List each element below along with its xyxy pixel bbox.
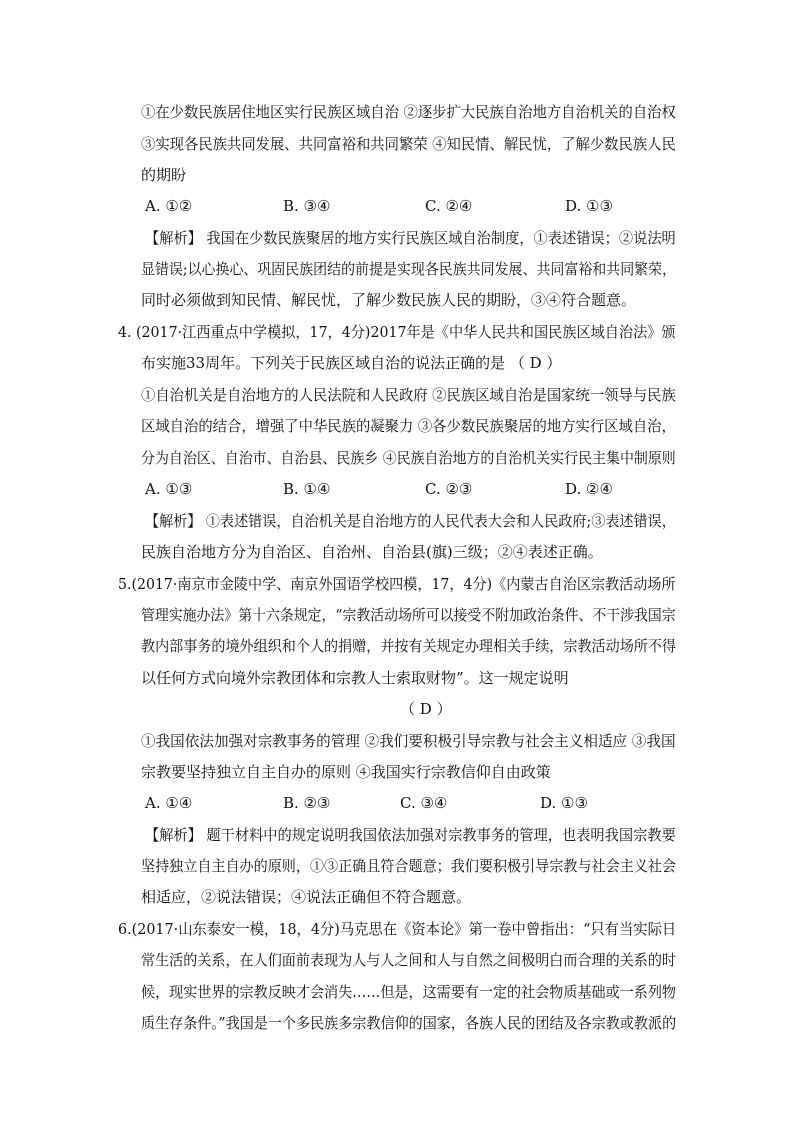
q3-statements-line3: 的期盼 (141, 166, 187, 184)
q5-answer: （ D ） (400, 700, 452, 718)
q5-option-b: B. ②③ (283, 794, 331, 812)
q4-analysis-line2: 民族自治地方分为自治区、自治州、自治县(旗)三级；②④表述正确。 (141, 543, 603, 561)
q4-option-a: A. ①③ (145, 480, 193, 498)
q4-option-b: B. ①④ (283, 480, 331, 498)
q4-stem-line2: 布实施33周年。下列关于民族区域自治的说法正确的是 （ D ） (141, 354, 562, 372)
q4-statements-line3: 分为自治区、自治市、自治县、民族乡 ④民族自治地方的自治机关实行民主集中制原则 (141, 449, 676, 467)
q5-analysis-line3: 相适应，②说法错误；④说法正确但不符合题意。 (141, 888, 472, 906)
q5-option-d: D. ①③ (540, 794, 588, 812)
q3-option-a: A. ①② (145, 197, 193, 215)
q3-option-d: D. ①③ (565, 197, 613, 215)
q6-stem-line2: 常生活的关系，在人们面前表现为人与人之间和人与自然之间极明白而合理的关系的时 (141, 951, 677, 969)
q4-statements-line1: ①自治机关是自治地方的人民法院和人民政府 ②民族区域自治是国家统一领导与民族 (141, 386, 676, 404)
q6-stem-line3: 候，现实世界的宗教反映才会消失……但是，这需要有一定的社会物质基础或一系列物 (141, 983, 677, 1001)
q5-analysis-line2: 坚持独立自主自办的原则，①③正确且符合题意；我们要积极引导宗教与社会主义社会 (141, 857, 677, 875)
q4-stem-line1: 4. (2017·江西重点中学模拟，17，4分)2017年是《中华人民共和国民族区域自治法》颁 (118, 323, 676, 341)
q5-statements-line1: ①我国依法加强对宗教事务的管理 ②我们要积极引导宗教与社会主义相适应 ③我国 (141, 732, 676, 750)
q6-stem-line1: 6.(2017·山东泰安一模，18，4分)马克思在《资本论》第一卷中曾指出：“只有当实际日 (118, 920, 677, 938)
q5-stem-line2: 管理实施办法》第十六条规定，“宗教活动场所可以接受不附加政治条件、不干涉我国宗 (141, 606, 676, 624)
q4-option-d: D. ②④ (565, 480, 613, 498)
q3-analysis-line3: 同时必须做到知民情、解民忧，了解少数民族人民的期盼，③④符合题意。 (141, 291, 637, 309)
q3-analysis-line1: 【解析】 我国在少数民族聚居的地方实行民族区域自治制度，①表述错误；②说法明 (145, 229, 676, 247)
q4-statements-line2: 区域自治的结合，增强了中华民族的凝聚力 ③各少数民族聚居的地方实行区域自治， (141, 417, 676, 435)
q3-option-c: C. ②④ (425, 197, 473, 215)
q5-stem-line1: 5.(2017·南京市金陵中学、南京外国语学校四模，17，4分)《内蒙古自治区宗教活动场所 (118, 575, 676, 593)
q5-option-a: A. ①④ (145, 794, 193, 812)
q5-analysis-line1: 【解析】 题干材料中的规定说明我国依法加强对宗教事务的管理，也表明我国宗教要 (145, 826, 676, 844)
q4-option-c: C. ②③ (425, 480, 473, 498)
q6-stem-line4: 质生存条件。”我国是一个多民族多宗教信仰的国家，各族人民的团结及各宗教或教派的 (141, 1014, 677, 1032)
q5-statements-line2: 宗教要坚持独立自主自办的原则 ④我国实行宗教信仰自由政策 (141, 763, 551, 781)
q3-statements-line2: ③实现各民族共同发展、共同富裕和共同繁荣 ④知民情、解民忧，了解少数民族人民 (141, 135, 676, 153)
q4-analysis-line1: 【解析】 ①表述错误，自治机关是自治地方的人民代表大会和人民政府;③表述错误， (145, 512, 676, 530)
q3-option-b: B. ③④ (283, 197, 331, 215)
q3-statements-line1: ①在少数民族居住地区实行民族区域自治 ②逐步扩大民族自治地方自治机关的自治权 (141, 103, 676, 121)
q5-stem-line3: 教内部事务的境外组织和个人的捐赠，并按有关规定办理相关手续，宗教活动场所不得 (141, 637, 677, 655)
q5-option-c: C. ③④ (400, 794, 448, 812)
q5-stem-line4: 以任何方式向境外宗教团体和宗教人士索取财物”。这一规定说明 (141, 669, 569, 687)
q3-analysis-line2: 显错误;以心换心、巩固民族团结的前提是实现各民族共同发展、共同富裕和共同繁荣， (141, 260, 677, 278)
